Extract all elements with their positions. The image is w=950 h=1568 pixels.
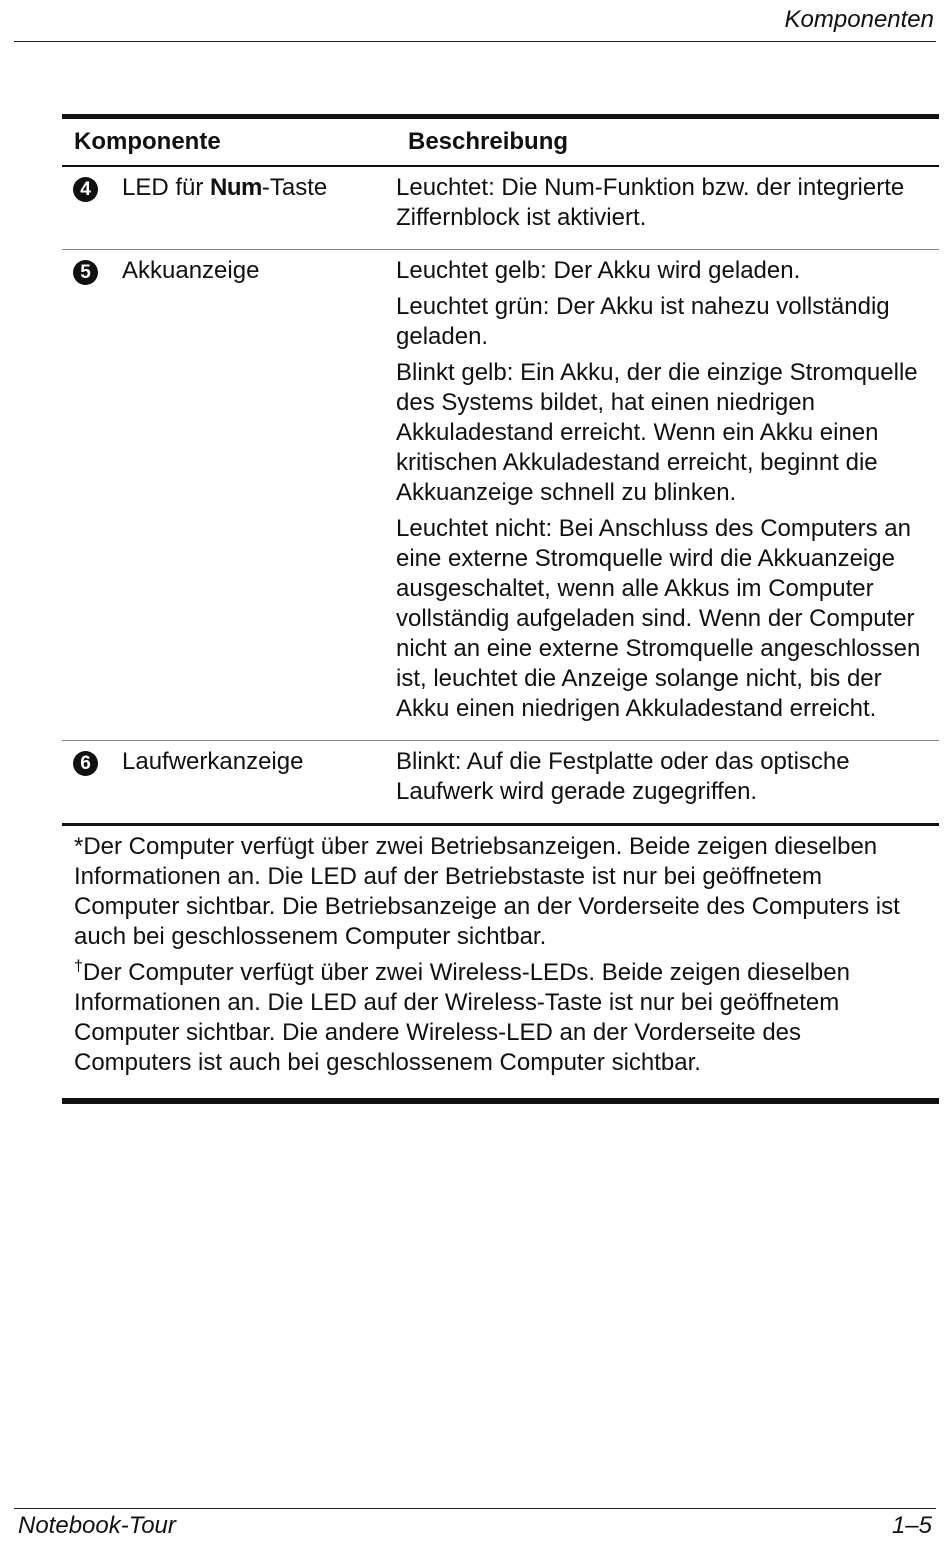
header-divider — [14, 41, 936, 42]
callout-5-icon: 5 — [73, 260, 98, 285]
dagger-marker: † — [74, 958, 83, 975]
footnote-text: Der Computer verfügt über zwei Wireless-LEDs. Beide zeigen dieselben Informationen an. Die LED auf der Wireless-Taste ist nur bei geöffnetem Computer sichtbar. Die andere Wireless-LED an der Vorderseite des Computers ist auch bei geschlossenem Computer sichtbar. — [74, 959, 850, 1076]
num-key-label: Num — [210, 174, 262, 201]
callout-number — [62, 747, 122, 807]
column-header-beschreibung: Beschreibung — [408, 128, 569, 155]
description-paragraph: Leuchtet gelb: Der Akku wird geladen. — [396, 257, 801, 284]
table-row — [62, 167, 939, 250]
table-header — [62, 119, 939, 167]
component-name-suffix: -Taste — [261, 174, 328, 201]
component-name — [122, 173, 396, 233]
footnote — [74, 958, 925, 1078]
running-header: Komponenten — [784, 6, 934, 33]
footnote-text: *Der Computer verfügt über zwei Betriebsanzeigen. Beide zeigen dieselben Informationen an. Die LED auf der Betriebstaste ist nur bei geöffnetem Computer sichtbar. Die Betriebsanzeige an der Vorderseite des Computers ist auch bei geschlossenem Computer sichtbar. — [74, 833, 900, 950]
table-row — [62, 741, 939, 826]
component-description — [396, 173, 939, 233]
description-paragraph: Leuchtet nicht: Bei Anschluss des Computers an eine externe Stromquelle wird die Akkuanzeige ausgeschaltet, wenn alle Akkus im Computer vollständig aufgeladen sind. Wenn der Computer nicht an eine externe Stromquelle angeschlossen ist, leuchtet die Anzeige solange nicht, bis der Akku einen niedrigen Akkuladestand erreicht. — [396, 515, 921, 722]
callout-number — [62, 173, 122, 233]
component-name: Laufwerkanzeige — [122, 748, 304, 775]
components-table — [62, 114, 939, 1104]
component-description — [396, 256, 939, 724]
table-footnotes — [62, 826, 939, 1104]
callout-number — [62, 256, 122, 724]
component-name: Akkuanzeige — [122, 257, 260, 284]
column-header-komponente: Komponente — [74, 128, 221, 155]
callout-4-icon: 4 — [73, 177, 98, 202]
description-paragraph: Leuchtet grün: Der Akku ist nahezu vollständig geladen. — [396, 293, 890, 350]
component-name-prefix: LED für — [122, 174, 211, 201]
footer-divider — [14, 1508, 936, 1509]
description-paragraph: Blinkt gelb: Ein Akku, der die einzige Stromquelle des Systems bildet, hat einen niedrigen Akkuladestand erreicht. Wenn ein Akku einen kritischen Akkuladestand erreicht, beginnt die Akkuanzeige schnell zu blinken. — [396, 359, 918, 506]
description-paragraph: Blinkt: Auf die Festplatte oder das optische Laufwerk wird gerade zugegriffen. — [396, 748, 850, 805]
table-row — [62, 250, 939, 741]
callout-6-icon: 6 — [73, 751, 98, 776]
footnote — [74, 832, 925, 952]
component-description — [396, 747, 939, 807]
description-paragraph: Leuchtet: Die Num-Funktion bzw. der integrierte Ziffernblock ist aktiviert. — [396, 174, 905, 231]
footer-section-title: Notebook-Tour — [18, 1512, 176, 1539]
page-number: 1–5 — [891, 1512, 932, 1539]
